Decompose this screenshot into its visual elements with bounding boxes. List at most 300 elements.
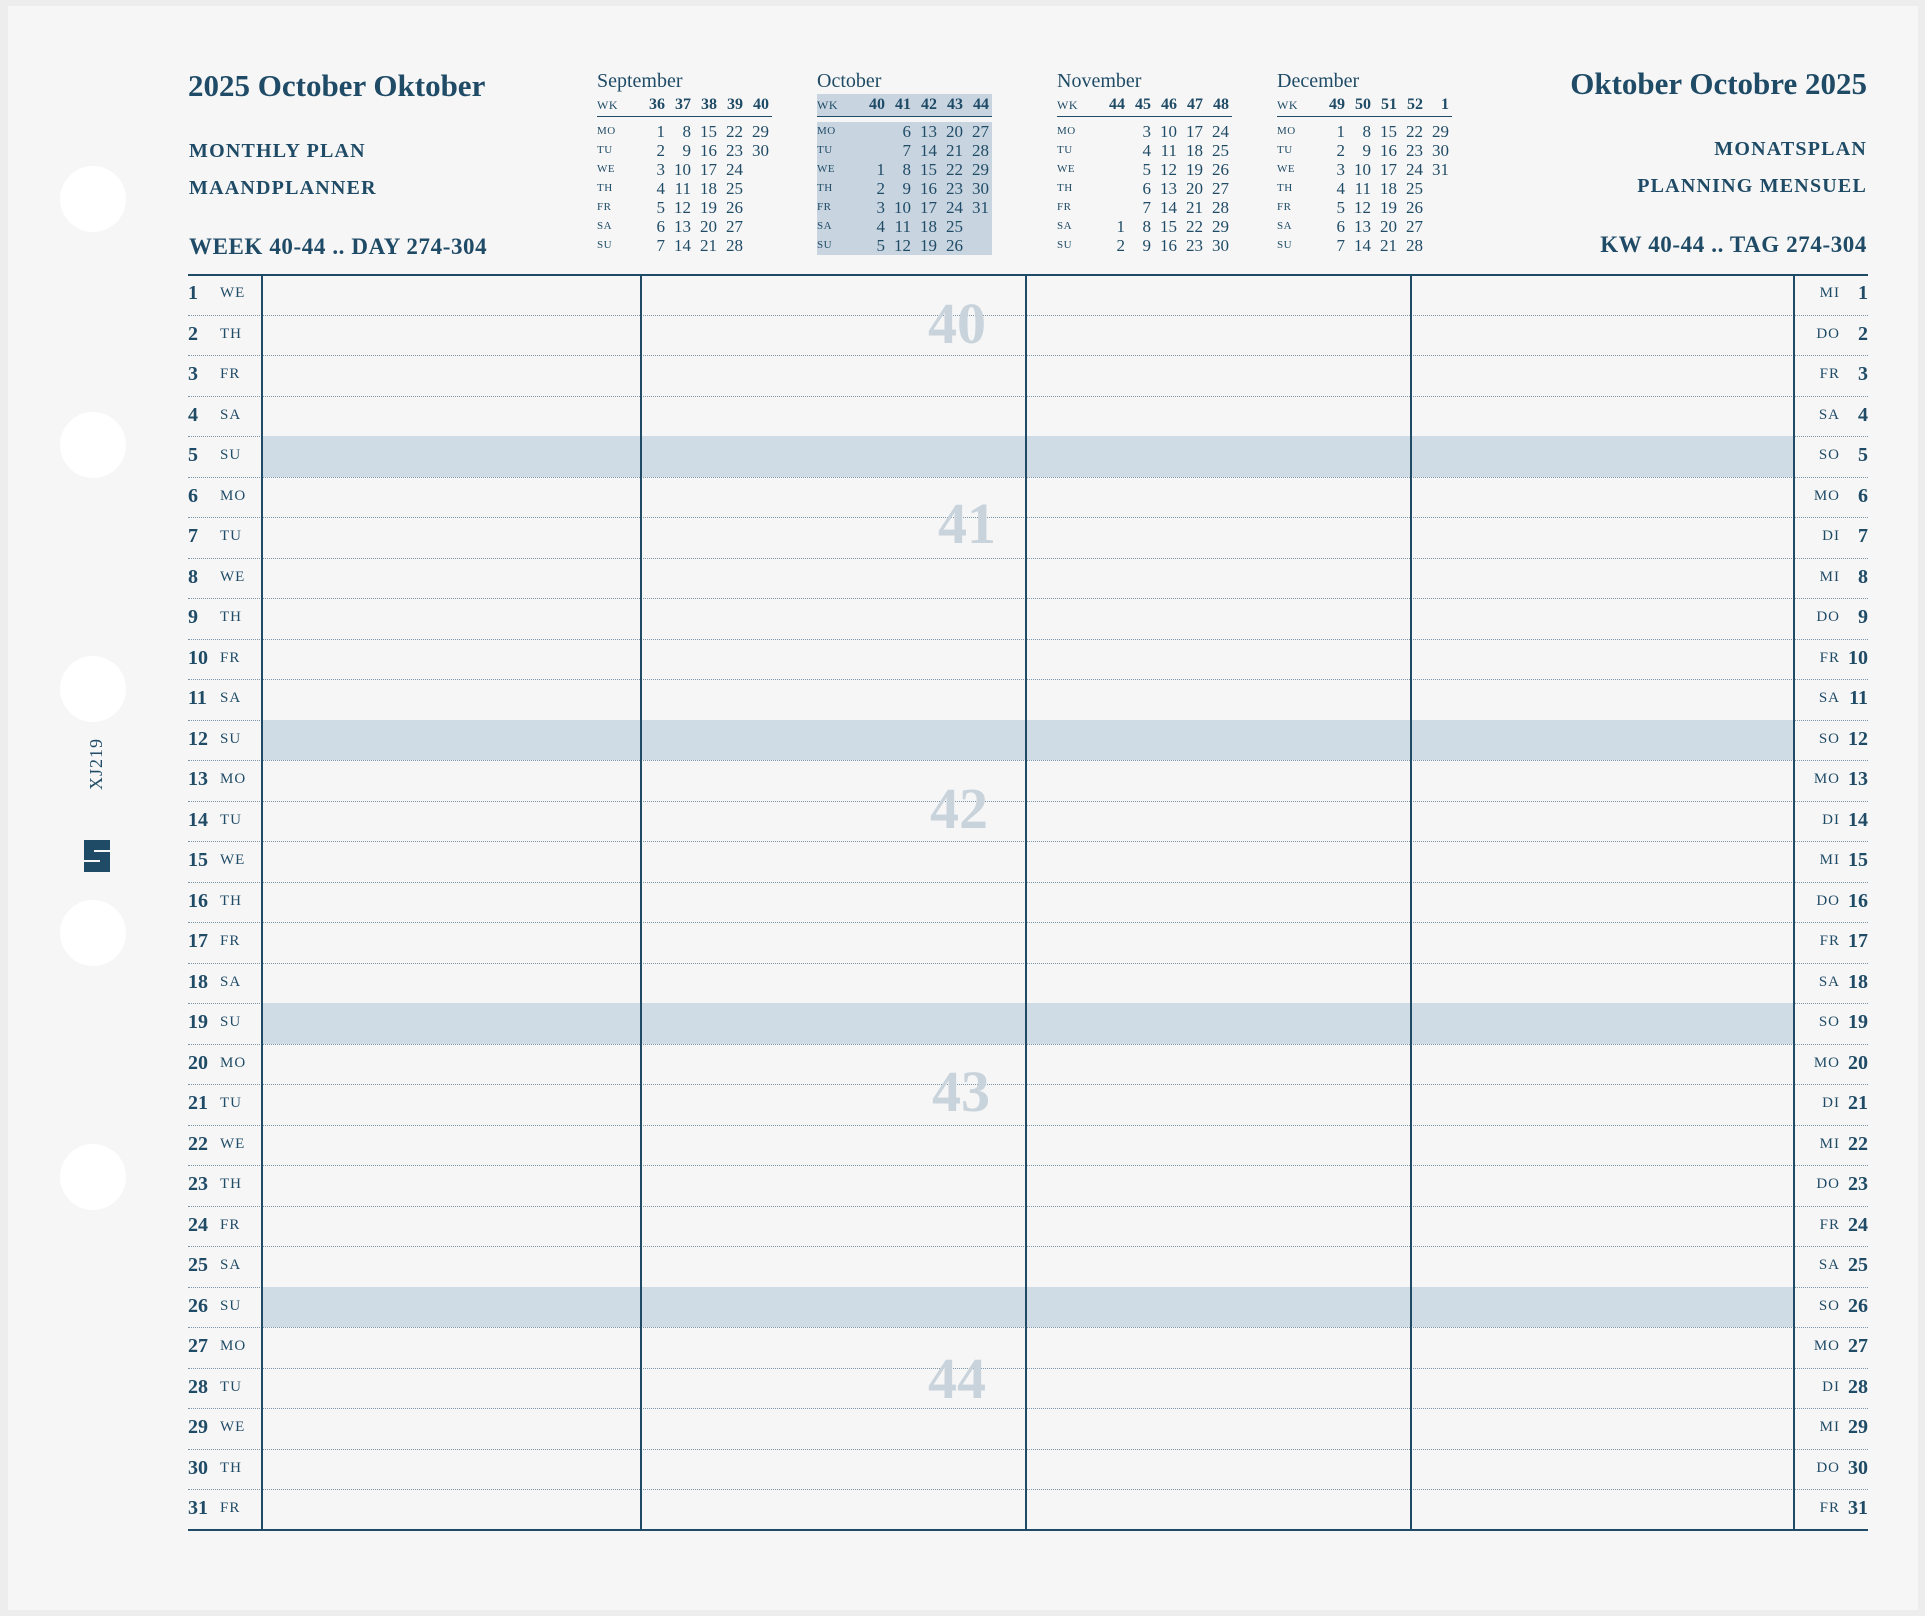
weekday-label: MO <box>1277 125 1296 137</box>
weekday-de: FR <box>1819 1216 1840 1233</box>
day-row[interactable] <box>188 639 1868 681</box>
week-number: 51 <box>1381 96 1397 113</box>
day-number-left: 18 <box>188 970 208 993</box>
day-row[interactable] <box>188 1449 1868 1491</box>
date-cell: 4 <box>876 217 885 236</box>
date-cell: 25 <box>1406 179 1423 198</box>
date-cell: 2 <box>656 141 665 160</box>
day-row[interactable] <box>188 1003 1868 1045</box>
mini-calendar-week-row <box>1057 94 1232 117</box>
day-row[interactable] <box>188 355 1868 397</box>
day-row[interactable] <box>188 1206 1868 1248</box>
date-cell: 14 <box>920 141 937 160</box>
day-number-right: 3 <box>1858 363 1868 385</box>
date-cell: 26 <box>1406 198 1423 217</box>
date-cell <box>743 236 769 255</box>
date-cell: 6 <box>1336 217 1345 236</box>
date-cell: 22 <box>946 160 963 179</box>
date-cell: 16 <box>920 179 937 198</box>
day-number-left: 6 <box>188 484 198 507</box>
week-number-watermark: 44 <box>928 1346 986 1411</box>
weekday-de: DI <box>1822 1378 1840 1395</box>
day-row[interactable] <box>188 760 1868 802</box>
weekday-en: MO <box>220 487 247 504</box>
weekday-de: SA <box>1818 690 1840 706</box>
date-cell: 9 <box>1142 236 1151 255</box>
weekday-de: SA <box>1818 973 1840 990</box>
date-cell: 2 <box>876 179 885 198</box>
day-number-left: 9 <box>188 606 198 628</box>
date-cell: 3 <box>1336 160 1345 179</box>
date-cell: 21 <box>1186 198 1203 217</box>
weekday-de: SO <box>1818 730 1840 747</box>
weekday-label: SU <box>597 239 613 251</box>
product-code: XJ219 <box>86 737 106 790</box>
date-cell: 22 <box>1406 122 1423 141</box>
date-cell: 24 <box>1212 122 1229 141</box>
week-label: WK <box>597 98 618 112</box>
date-cell <box>743 217 769 236</box>
weekday-de: DO <box>1816 325 1840 342</box>
mini-calendar <box>1057 70 1232 255</box>
day-row[interactable] <box>188 1287 1868 1329</box>
weekday-label: TU <box>597 144 613 156</box>
date-cell <box>1099 122 1125 141</box>
date-cell: 22 <box>1186 217 1203 236</box>
weekday-en: FR <box>220 1500 241 1516</box>
weekday-en: WE <box>220 568 246 585</box>
date-cell: 27 <box>726 217 743 236</box>
day-number-left: 30 <box>188 1456 208 1479</box>
week-number: 50 <box>1355 96 1371 113</box>
punch-hole <box>60 412 126 478</box>
sunday-band <box>262 436 1794 477</box>
weekday-de: MI <box>1819 1135 1840 1152</box>
day-number-right: 13 <box>1848 768 1868 790</box>
day-number-right: 19 <box>1848 1011 1868 1033</box>
date-cell: 12 <box>1160 160 1177 179</box>
mini-calendar-day-row <box>1277 179 1452 198</box>
day-row[interactable] <box>188 1125 1868 1167</box>
date-cell: 2 <box>1116 236 1125 255</box>
weekday-de: MO <box>1813 487 1840 504</box>
date-cell: 17 <box>1186 122 1203 141</box>
date-cell: 27 <box>1406 217 1423 236</box>
day-row[interactable] <box>188 841 1868 883</box>
date-cell: 1 <box>656 122 665 141</box>
date-cell: 7 <box>902 141 911 160</box>
header-right-line2: PLANNING MENSUEL <box>1637 175 1867 197</box>
mini-calendar-day-row <box>1057 217 1232 236</box>
day-number-left: 8 <box>188 565 198 588</box>
mini-calendar-day-row <box>597 179 772 198</box>
day-row[interactable] <box>188 315 1868 357</box>
date-cell: 8 <box>1362 122 1371 141</box>
mini-calendar-day-row <box>817 160 992 179</box>
date-cell: 8 <box>1142 217 1151 236</box>
grid-bottom-rule <box>188 1529 1868 1531</box>
date-cell <box>743 198 769 217</box>
day-number-left: 31 <box>188 1497 208 1519</box>
day-number-right: 9 <box>1858 606 1868 628</box>
day-row[interactable] <box>188 1165 1868 1207</box>
mini-calendar-day-row <box>817 198 992 217</box>
date-cell: 9 <box>1362 141 1371 160</box>
date-cell: 15 <box>920 160 937 179</box>
column-divider <box>1410 274 1412 1530</box>
day-number-left: 7 <box>188 525 198 547</box>
week-number: 45 <box>1135 96 1151 113</box>
weekday-de: MI <box>1819 568 1840 585</box>
weekday-de: SA <box>1818 406 1840 423</box>
day-number-right: 2 <box>1858 322 1868 345</box>
day-number-right: 10 <box>1848 646 1868 669</box>
day-number-left: 10 <box>188 646 208 669</box>
day-number-left: 26 <box>188 1294 208 1317</box>
day-number-right: 25 <box>1848 1254 1868 1276</box>
day-row[interactable] <box>188 558 1868 600</box>
mini-calendar-month: October <box>817 70 882 92</box>
day-row[interactable] <box>188 922 1868 964</box>
mini-calendar-week-row <box>1277 94 1452 117</box>
punch-hole <box>60 656 126 722</box>
weekday-de: DO <box>1816 892 1840 909</box>
weekday-label: MO <box>817 125 836 137</box>
day-row[interactable] <box>188 1368 1868 1410</box>
weekday-de: DI <box>1822 1095 1840 1111</box>
day-row[interactable] <box>188 1327 1868 1369</box>
date-cell: 18 <box>920 217 937 236</box>
date-cell: 7 <box>1336 236 1345 255</box>
weekday-label: MO <box>1057 125 1076 137</box>
date-cell: 28 <box>1212 198 1229 217</box>
header-left-line2: MAANDPLANNER <box>189 177 377 199</box>
weekday-en: TU <box>220 1378 242 1395</box>
week-number: 40 <box>753 96 769 113</box>
week-number-watermark: 41 <box>938 491 996 556</box>
weekday-de: FR <box>1819 366 1840 382</box>
week-number-watermark: 42 <box>930 776 988 841</box>
date-cell: 21 <box>700 236 717 255</box>
date-cell: 23 <box>1406 141 1423 160</box>
weekday-label: TH <box>1277 182 1293 194</box>
day-number-right: 4 <box>1858 403 1868 426</box>
mini-calendar-day-row <box>817 217 992 236</box>
weekday-en: FR <box>220 933 241 949</box>
week-number: 43 <box>947 96 963 113</box>
day-row[interactable] <box>188 679 1868 721</box>
mini-calendar-week-row <box>817 94 992 117</box>
day-number-left: 29 <box>188 1416 208 1438</box>
weekday-en: SA <box>220 406 242 423</box>
column-divider <box>261 274 263 1530</box>
date-cell: 19 <box>1186 160 1203 179</box>
weekday-de: MI <box>1819 285 1840 301</box>
week-number: 41 <box>895 96 911 113</box>
column-divider <box>640 274 642 1530</box>
date-cell: 1 <box>876 160 885 179</box>
date-cell: 31 <box>972 198 989 217</box>
date-cell: 16 <box>1160 236 1177 255</box>
date-cell: 19 <box>1380 198 1397 217</box>
weekday-label: SA <box>1277 220 1293 232</box>
weekday-label: TH <box>597 182 613 194</box>
weekday-label: WE <box>817 163 836 175</box>
date-cell: 3 <box>876 198 885 217</box>
mini-calendar-day-row <box>597 141 772 160</box>
day-row[interactable] <box>188 801 1868 843</box>
weekday-label: FR <box>597 201 612 213</box>
date-cell <box>859 122 885 141</box>
weekday-de: SO <box>1818 1297 1840 1314</box>
day-number-left: 22 <box>188 1132 208 1155</box>
day-row[interactable] <box>188 274 1868 316</box>
day-number-left: 15 <box>188 849 208 871</box>
weekday-label: SA <box>817 220 833 232</box>
date-cell <box>1099 179 1125 198</box>
mini-calendar-day-row <box>1057 179 1232 198</box>
weekday-de: MO <box>1813 1054 1840 1071</box>
date-cell <box>1423 198 1449 217</box>
day-number-right: 23 <box>1848 1173 1868 1195</box>
mini-calendar-week-row <box>597 94 772 117</box>
day-row[interactable] <box>188 1084 1868 1126</box>
week-number: 37 <box>675 96 691 113</box>
mini-calendar <box>1277 70 1452 255</box>
day-number-left: 3 <box>188 363 198 385</box>
date-cell: 13 <box>1354 217 1371 236</box>
punch-hole <box>60 166 126 232</box>
date-cell: 1 <box>1336 122 1345 141</box>
date-cell: 7 <box>656 236 665 255</box>
date-cell: 15 <box>700 122 717 141</box>
day-row[interactable] <box>188 963 1868 1005</box>
day-number-right: 21 <box>1848 1092 1868 1114</box>
day-number-right: 18 <box>1848 970 1868 993</box>
day-number-right: 22 <box>1848 1132 1868 1155</box>
day-number-left: 16 <box>188 889 208 912</box>
day-number-left: 12 <box>188 727 208 750</box>
date-cell: 19 <box>920 236 937 255</box>
weekday-en: SU <box>220 447 242 463</box>
date-cell: 29 <box>972 160 989 179</box>
date-cell: 10 <box>1354 160 1371 179</box>
date-cell: 30 <box>1212 236 1229 255</box>
date-cell: 14 <box>1354 236 1371 255</box>
date-cell: 3 <box>656 160 665 179</box>
day-row[interactable] <box>188 1408 1868 1450</box>
mini-calendar <box>817 70 992 255</box>
weekday-label: MO <box>597 125 616 137</box>
date-cell: 8 <box>902 160 911 179</box>
date-cell <box>1423 179 1449 198</box>
punch-hole <box>60 1144 126 1210</box>
weekday-en: SA <box>220 690 242 706</box>
date-cell: 24 <box>726 160 743 179</box>
mini-calendar-month: November <box>1057 70 1142 92</box>
day-number-left: 27 <box>188 1335 208 1357</box>
mini-calendar-day-row <box>1057 198 1232 217</box>
weekday-label: FR <box>817 201 832 213</box>
mini-calendar-day-row <box>1277 141 1452 160</box>
weekday-en: SU <box>220 1297 242 1314</box>
day-row[interactable] <box>188 1044 1868 1086</box>
date-cell: 25 <box>1212 141 1229 160</box>
weekday-en: SU <box>220 1014 242 1030</box>
date-cell <box>743 160 769 179</box>
week-number: 1 <box>1441 96 1449 113</box>
date-cell: 5 <box>1142 160 1151 179</box>
weekday-en: SU <box>220 730 242 747</box>
day-row[interactable] <box>188 436 1868 478</box>
date-cell: 15 <box>1380 122 1397 141</box>
header-right-line1: MONATSPLAN <box>1714 138 1867 160</box>
date-cell: 3 <box>1142 122 1151 141</box>
date-cell: 18 <box>1186 141 1203 160</box>
weekday-en: MO <box>220 771 247 787</box>
mini-calendar-day-row <box>1057 160 1232 179</box>
week-number: 42 <box>921 96 937 113</box>
weekday-de: SO <box>1818 447 1840 463</box>
weekday-en: TU <box>220 528 242 544</box>
date-cell: 23 <box>1186 236 1203 255</box>
date-cell: 6 <box>902 122 911 141</box>
date-cell <box>1423 236 1449 255</box>
date-cell <box>859 141 885 160</box>
mini-calendar <box>597 70 772 255</box>
date-cell: 23 <box>726 141 743 160</box>
weekday-de: DI <box>1822 811 1840 828</box>
date-cell: 27 <box>972 122 989 141</box>
date-cell: 11 <box>1160 141 1177 160</box>
mini-calendar-day-row <box>597 122 772 141</box>
header-right-title: Oktober Octobre 2025 <box>1570 66 1867 101</box>
date-cell: 29 <box>1432 122 1449 141</box>
day-number-right: 31 <box>1848 1497 1868 1519</box>
day-number-right: 24 <box>1848 1213 1868 1236</box>
weekday-en: MO <box>220 1054 247 1071</box>
weekday-label: TH <box>817 182 833 194</box>
day-number-right: 29 <box>1848 1416 1868 1438</box>
date-cell: 9 <box>682 141 691 160</box>
weekday-en: TH <box>220 1459 242 1476</box>
mini-calendar-day-row <box>597 160 772 179</box>
date-cell: 23 <box>946 179 963 198</box>
day-row[interactable] <box>188 882 1868 924</box>
date-cell: 13 <box>1160 179 1177 198</box>
date-cell: 28 <box>726 236 743 255</box>
date-cell: 4 <box>1336 179 1345 198</box>
mini-calendar-day-row <box>597 217 772 236</box>
date-cell: 12 <box>894 236 911 255</box>
date-cell: 26 <box>726 198 743 217</box>
week-number: 52 <box>1407 96 1423 113</box>
date-cell: 25 <box>726 179 743 198</box>
date-cell: 31 <box>1432 160 1449 179</box>
date-cell <box>1099 160 1125 179</box>
date-cell <box>1099 198 1125 217</box>
day-number-right: 7 <box>1858 525 1868 547</box>
day-row[interactable] <box>188 720 1868 762</box>
week-number: 36 <box>649 96 665 113</box>
date-cell: 11 <box>674 179 691 198</box>
date-cell: 29 <box>752 122 769 141</box>
mini-calendar-day-row <box>817 122 992 141</box>
date-cell: 15 <box>1160 217 1177 236</box>
weekday-en: FR <box>220 649 241 666</box>
day-number-left: 11 <box>188 687 207 709</box>
day-number-right: 6 <box>1858 484 1868 507</box>
day-number-left: 1 <box>188 282 198 304</box>
weekday-en: WE <box>220 852 246 868</box>
day-number-left: 17 <box>188 930 208 952</box>
day-row[interactable] <box>188 598 1868 640</box>
weekday-de: DI <box>1822 528 1840 544</box>
day-number-left: 23 <box>188 1173 208 1195</box>
weekday-de: MI <box>1819 852 1840 868</box>
weekday-de: DO <box>1816 1176 1840 1192</box>
mini-calendar-day-row <box>1277 198 1452 217</box>
day-row[interactable] <box>188 477 1868 519</box>
day-row[interactable] <box>188 517 1868 559</box>
date-cell <box>1099 141 1125 160</box>
sunday-band <box>262 1287 1794 1328</box>
weekday-label: WE <box>597 163 616 175</box>
day-row[interactable] <box>188 1489 1868 1531</box>
day-row[interactable] <box>188 1246 1868 1288</box>
weekday-de: FR <box>1819 649 1840 666</box>
weekday-label: WE <box>1277 163 1296 175</box>
header-left-line1: MONTHLY PLAN <box>189 140 366 162</box>
day-number-right: 5 <box>1858 444 1868 466</box>
weekday-en: SA <box>220 1257 242 1273</box>
sunday-band <box>262 720 1794 761</box>
day-number-left: 24 <box>188 1213 208 1236</box>
week-number: 48 <box>1213 96 1229 113</box>
date-cell: 29 <box>1212 217 1229 236</box>
date-cell: 20 <box>1186 179 1203 198</box>
weekday-label: SU <box>817 239 833 251</box>
weekday-label: SA <box>597 220 613 232</box>
mini-calendar-month: December <box>1277 70 1360 92</box>
date-cell: 1 <box>1116 217 1125 236</box>
mini-calendar-day-row <box>817 141 992 160</box>
date-cell: 17 <box>1380 160 1397 179</box>
weekday-label: TU <box>1057 144 1073 156</box>
date-cell: 7 <box>1142 198 1151 217</box>
day-row[interactable] <box>188 396 1868 438</box>
week-number: 38 <box>701 96 717 113</box>
date-cell: 12 <box>1354 198 1371 217</box>
date-cell: 30 <box>972 179 989 198</box>
mini-calendar-day-row <box>1277 160 1452 179</box>
weekday-label: SU <box>1277 239 1293 251</box>
day-number-left: 25 <box>188 1254 208 1276</box>
mini-calendar-day-row <box>1277 236 1452 255</box>
date-cell: 30 <box>1432 141 1449 160</box>
date-cell: 28 <box>972 141 989 160</box>
date-cell: 14 <box>1160 198 1177 217</box>
day-number-left: 2 <box>188 322 198 345</box>
weekday-en: TH <box>220 892 242 909</box>
week-number: 39 <box>727 96 743 113</box>
weekday-en: FR <box>220 366 241 382</box>
date-cell: 19 <box>700 198 717 217</box>
date-cell: 17 <box>700 160 717 179</box>
day-number-right: 15 <box>1848 849 1868 871</box>
date-cell: 16 <box>1380 141 1397 160</box>
weekday-label: SU <box>1057 239 1073 251</box>
